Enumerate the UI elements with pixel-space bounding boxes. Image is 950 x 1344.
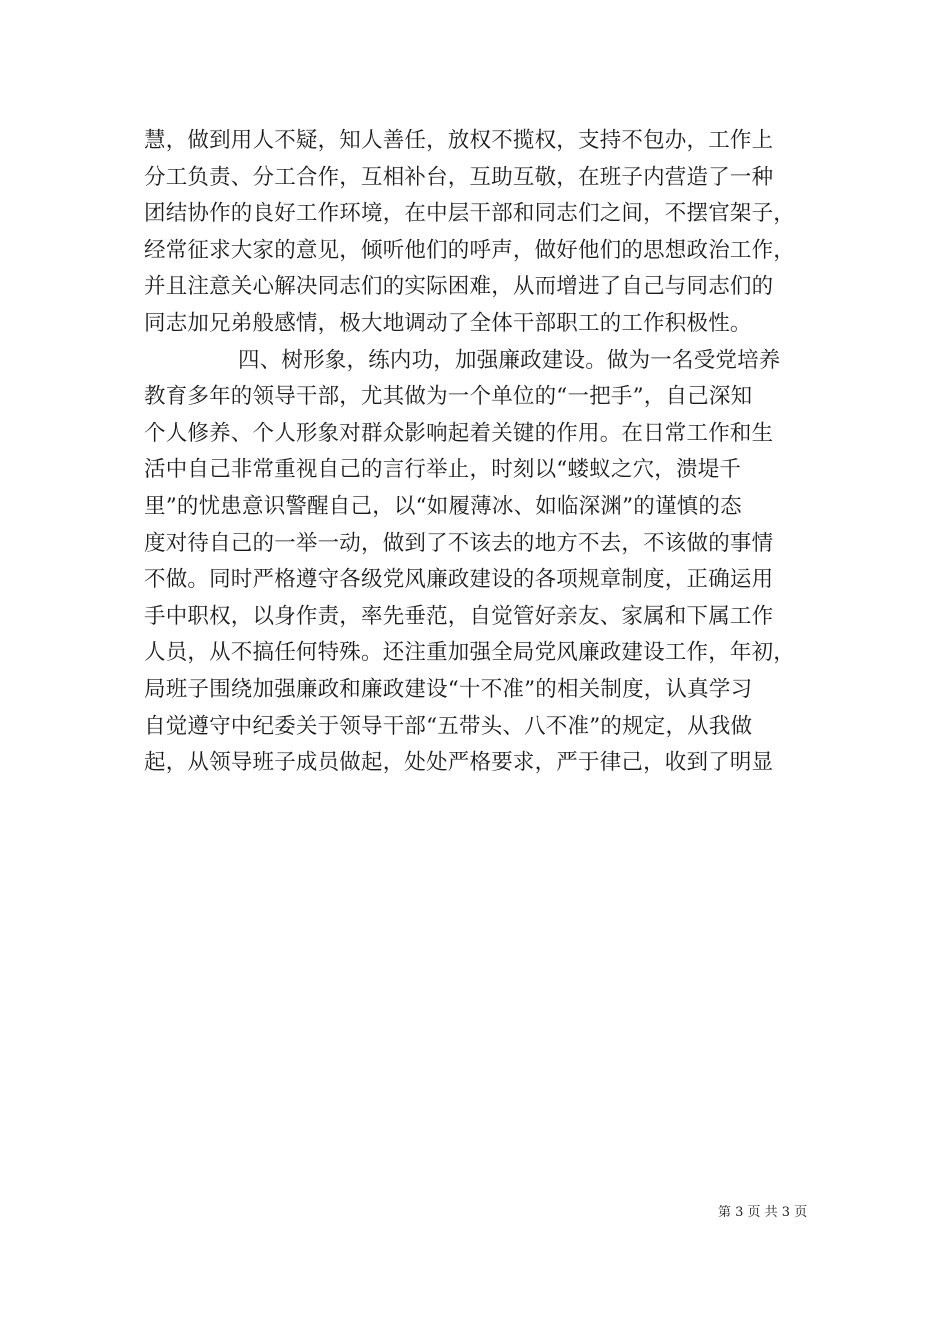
text-line: 活中自己非常重视自己的言行举止，时刻以“蝼蚁之穴，溃堤千 [144,457,742,483]
text-line: 里”的忧患意识警醒自己，以“如履薄冰、如临深渊”的谨慎的态 [144,493,742,519]
text-line: 自觉遵守中纪委关于领导干部“五带头、八不准”的规定，从我做 [144,713,753,739]
text-line: 局班子围绕加强廉政和廉政建设“十不准”的相关制度，认真学习 [144,676,753,702]
text-line: 并且注意关心解决同志们的实际困难，从而增进了自己与同志们的 [144,274,774,300]
text-line: 团结协作的良好工作环境，在中层干部和同志们之间，不摆官架子， [144,201,796,227]
text-line: 起，从领导班子成员做起，处处严格要求，严于律己，收到了明显 [144,750,774,776]
text-line: 不做。同时严格遵守各级党风廉政建设的各项规章制度，正确运用 [144,567,774,593]
text-line: 度对待自己的一举一动，做到了不该去的地方不去，不该做的事情 [144,530,774,556]
text-line: 人员，从不搞任何特殊。还注重加强全局党风廉政建设工作，年初， [144,640,796,666]
text-line: 经常征求大家的意见，倾听他们的呼声，做好他们的思想政治工作， [144,237,796,263]
text-line: 教育多年的领导干部，尤其做为一个单位的“一把手”，自己深知 [144,384,753,410]
body-text [144,123,824,782]
page-number-footer: 第 3 页 共 3 页 [718,1205,808,1220]
paragraph-heading-line: 四、树形象，练内功，加强廉政建设。做为一名受党培养 [238,347,781,373]
text-line: 分工负责、分工合作，互相补台，互助互敬，在班子内营造了一种 [144,164,774,190]
text-line: 手中职权，以身作责，率先垂范，自觉管好亲友、家属和下属工作 [144,603,774,629]
text-line: 同志加兄弟般感情，极大地调动了全体干部职工的工作积极性。 [144,310,752,336]
text-line: 个人修养、个人形象对群众影响起着关键的作用。在日常工作和生 [144,420,774,446]
text-line: 慧，做到用人不疑，知人善任，放权不揽权，支持不包办，工作上 [144,128,774,153]
